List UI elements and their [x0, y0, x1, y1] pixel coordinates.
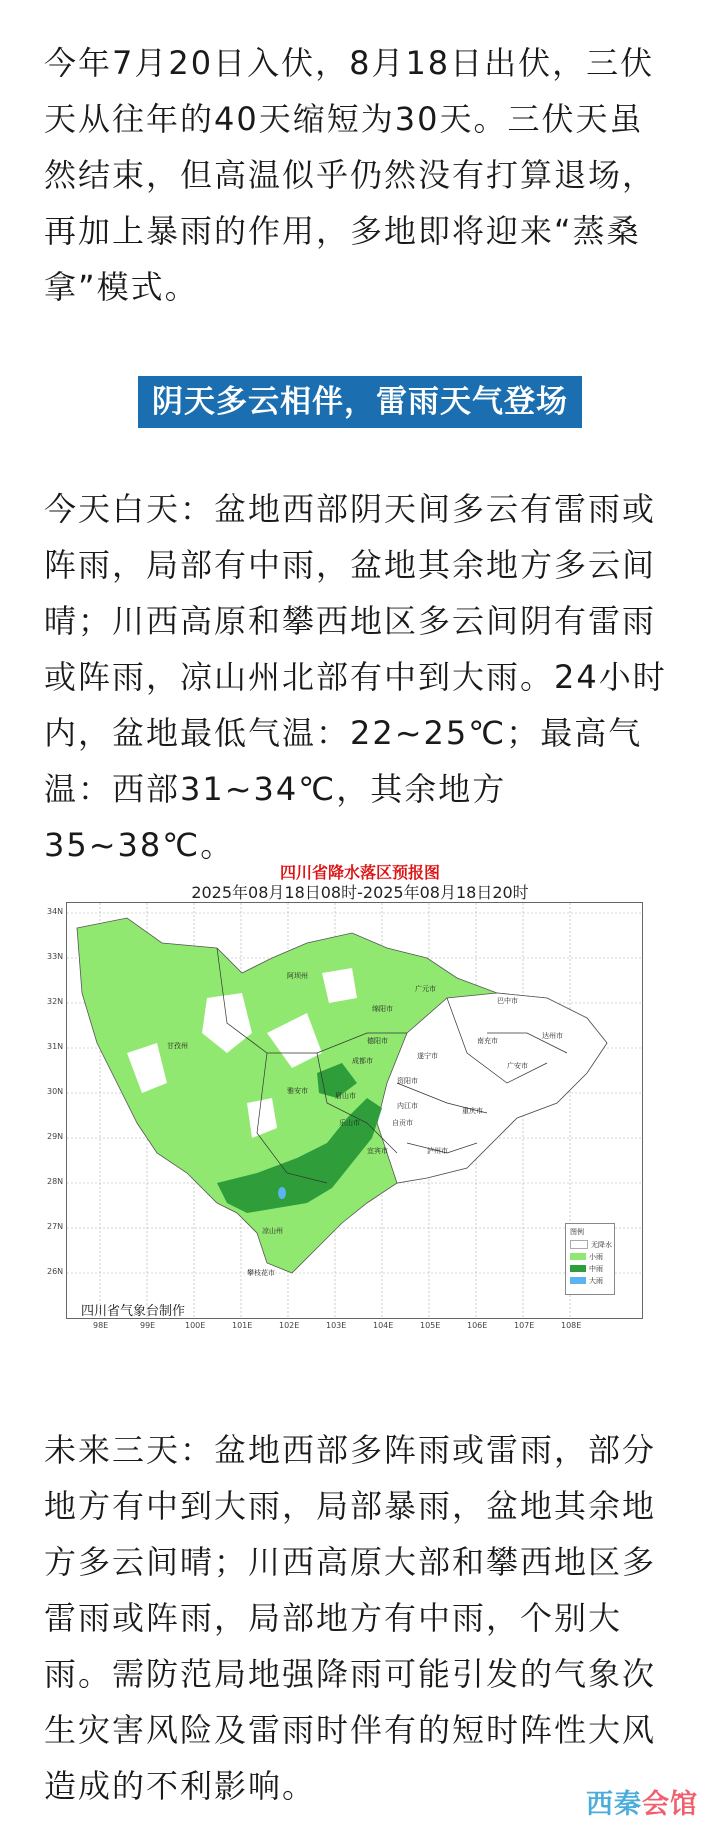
- legend-item: 中雨: [570, 1264, 603, 1273]
- legend-item: 大雨: [570, 1276, 603, 1285]
- lon-tick: 108E: [561, 1321, 582, 1330]
- city-label: 南充市: [477, 1037, 498, 1045]
- lon-tick: 104E: [373, 1321, 394, 1330]
- city-label: 广安市: [507, 1062, 528, 1070]
- city-label: 内江市: [397, 1102, 418, 1110]
- city-label: 达州市: [542, 1032, 563, 1040]
- lat-tick: 29N: [47, 1132, 64, 1141]
- lat-tick: 34N: [47, 907, 64, 916]
- lon-tick: 106E: [467, 1321, 488, 1330]
- map-subtitle: 2025年08月18日08时-2025年08月18日20时: [191, 883, 529, 902]
- city-label: 泸州市: [427, 1147, 448, 1155]
- city-label: 成都市: [352, 1057, 373, 1065]
- lon-tick: 103E: [326, 1321, 347, 1330]
- city-label: 眉山市: [335, 1092, 356, 1100]
- intro-paragraph: 今年7月20日入伏，8月18日出伏，三伏天从往年的40天缩短为30天。三伏天虽然结束，但高温似乎仍然没有打算退场，再加上暴雨的作用，多地即将迎来“蒸桑拿”模式。: [44, 44, 657, 306]
- section-heading-wrap: [0, 376, 720, 428]
- city-label: 攀枝花市: [247, 1269, 275, 1277]
- lon-tick: 105E: [420, 1321, 441, 1330]
- lat-tick: 33N: [47, 952, 64, 961]
- city-label: 宜宾市: [367, 1147, 388, 1155]
- today-forecast-paragraph: 今天白天：盆地西部阴天间多云有雷雨或阵雨，局部有中雨，盆地其余地方多云间晴；川西高原和攀西地区多云间阴有雷雨或阵雨，凉山州北部有中到大雨。24小时内，盆地最低气温：22~25℃；最高气温：西部31~34℃，其余地方35~38℃。: [44, 490, 667, 864]
- map-graphic: [67, 903, 642, 1318]
- lat-tick: 27N: [47, 1222, 64, 1231]
- map-title: 四川省降水落区预报图: [279, 863, 440, 882]
- city-label: 广元市: [415, 985, 436, 993]
- city-label: 巴中市: [497, 997, 518, 1005]
- legend-item: 无降水: [570, 1240, 612, 1249]
- city-label: 遂宁市: [417, 1052, 438, 1060]
- three-day-forecast-paragraph: 未来三天：盆地西部多阵雨或雷雨，部分地方有中到大雨，局部暴雨，盆地其余地方多云间晴；川西高原大部和攀西地区多雷雨或阵雨，局部地方有中雨，个别大雨。需防范局地强降雨可能引发的气象次生灾害风险及雷雨时伴有的短时阵性大风造成的不利影响。: [44, 1431, 657, 1805]
- legend-item: 小雨: [570, 1252, 603, 1261]
- lat-tick: 31N: [47, 1042, 64, 1051]
- lon-tick: 102E: [279, 1321, 300, 1330]
- watermark-logo: 西秦会馆: [586, 1789, 698, 1820]
- map-legend: [565, 1223, 615, 1295]
- heavy-rain-spot: [278, 1187, 286, 1199]
- city-label: 绵阳市: [372, 1005, 393, 1013]
- lat-tick: 28N: [47, 1177, 64, 1186]
- city-label: 资阳市: [397, 1077, 418, 1085]
- lon-tick: 100E: [185, 1321, 206, 1330]
- city-label: 凉山州: [262, 1227, 283, 1235]
- legend-title: 图例: [570, 1228, 584, 1236]
- city-label: 甘孜州: [167, 1042, 188, 1050]
- city-label: 重庆市: [462, 1107, 483, 1115]
- lat-tick: 26N: [47, 1267, 64, 1276]
- lon-tick: 101E: [232, 1321, 253, 1330]
- lon-tick: 107E: [514, 1321, 535, 1330]
- city-label: 雅安市: [287, 1087, 308, 1095]
- map-credit: 四川省气象台制作: [81, 1304, 186, 1319]
- city-label: 阿坝州: [287, 972, 308, 980]
- map-plot: [47, 902, 643, 1330]
- city-label: 德阳市: [367, 1037, 388, 1045]
- lon-tick: 99E: [140, 1321, 156, 1330]
- lat-tick: 30N: [47, 1087, 64, 1096]
- precipitation-forecast-map: [47, 860, 660, 1350]
- lon-tick: 98E: [93, 1321, 109, 1330]
- section-heading: 阴天多云相伴，雷雨天气登场: [138, 376, 582, 428]
- lat-tick: 32N: [47, 997, 64, 1006]
- city-label: 自贡市: [392, 1119, 413, 1127]
- city-label: 乐山市: [339, 1119, 360, 1127]
